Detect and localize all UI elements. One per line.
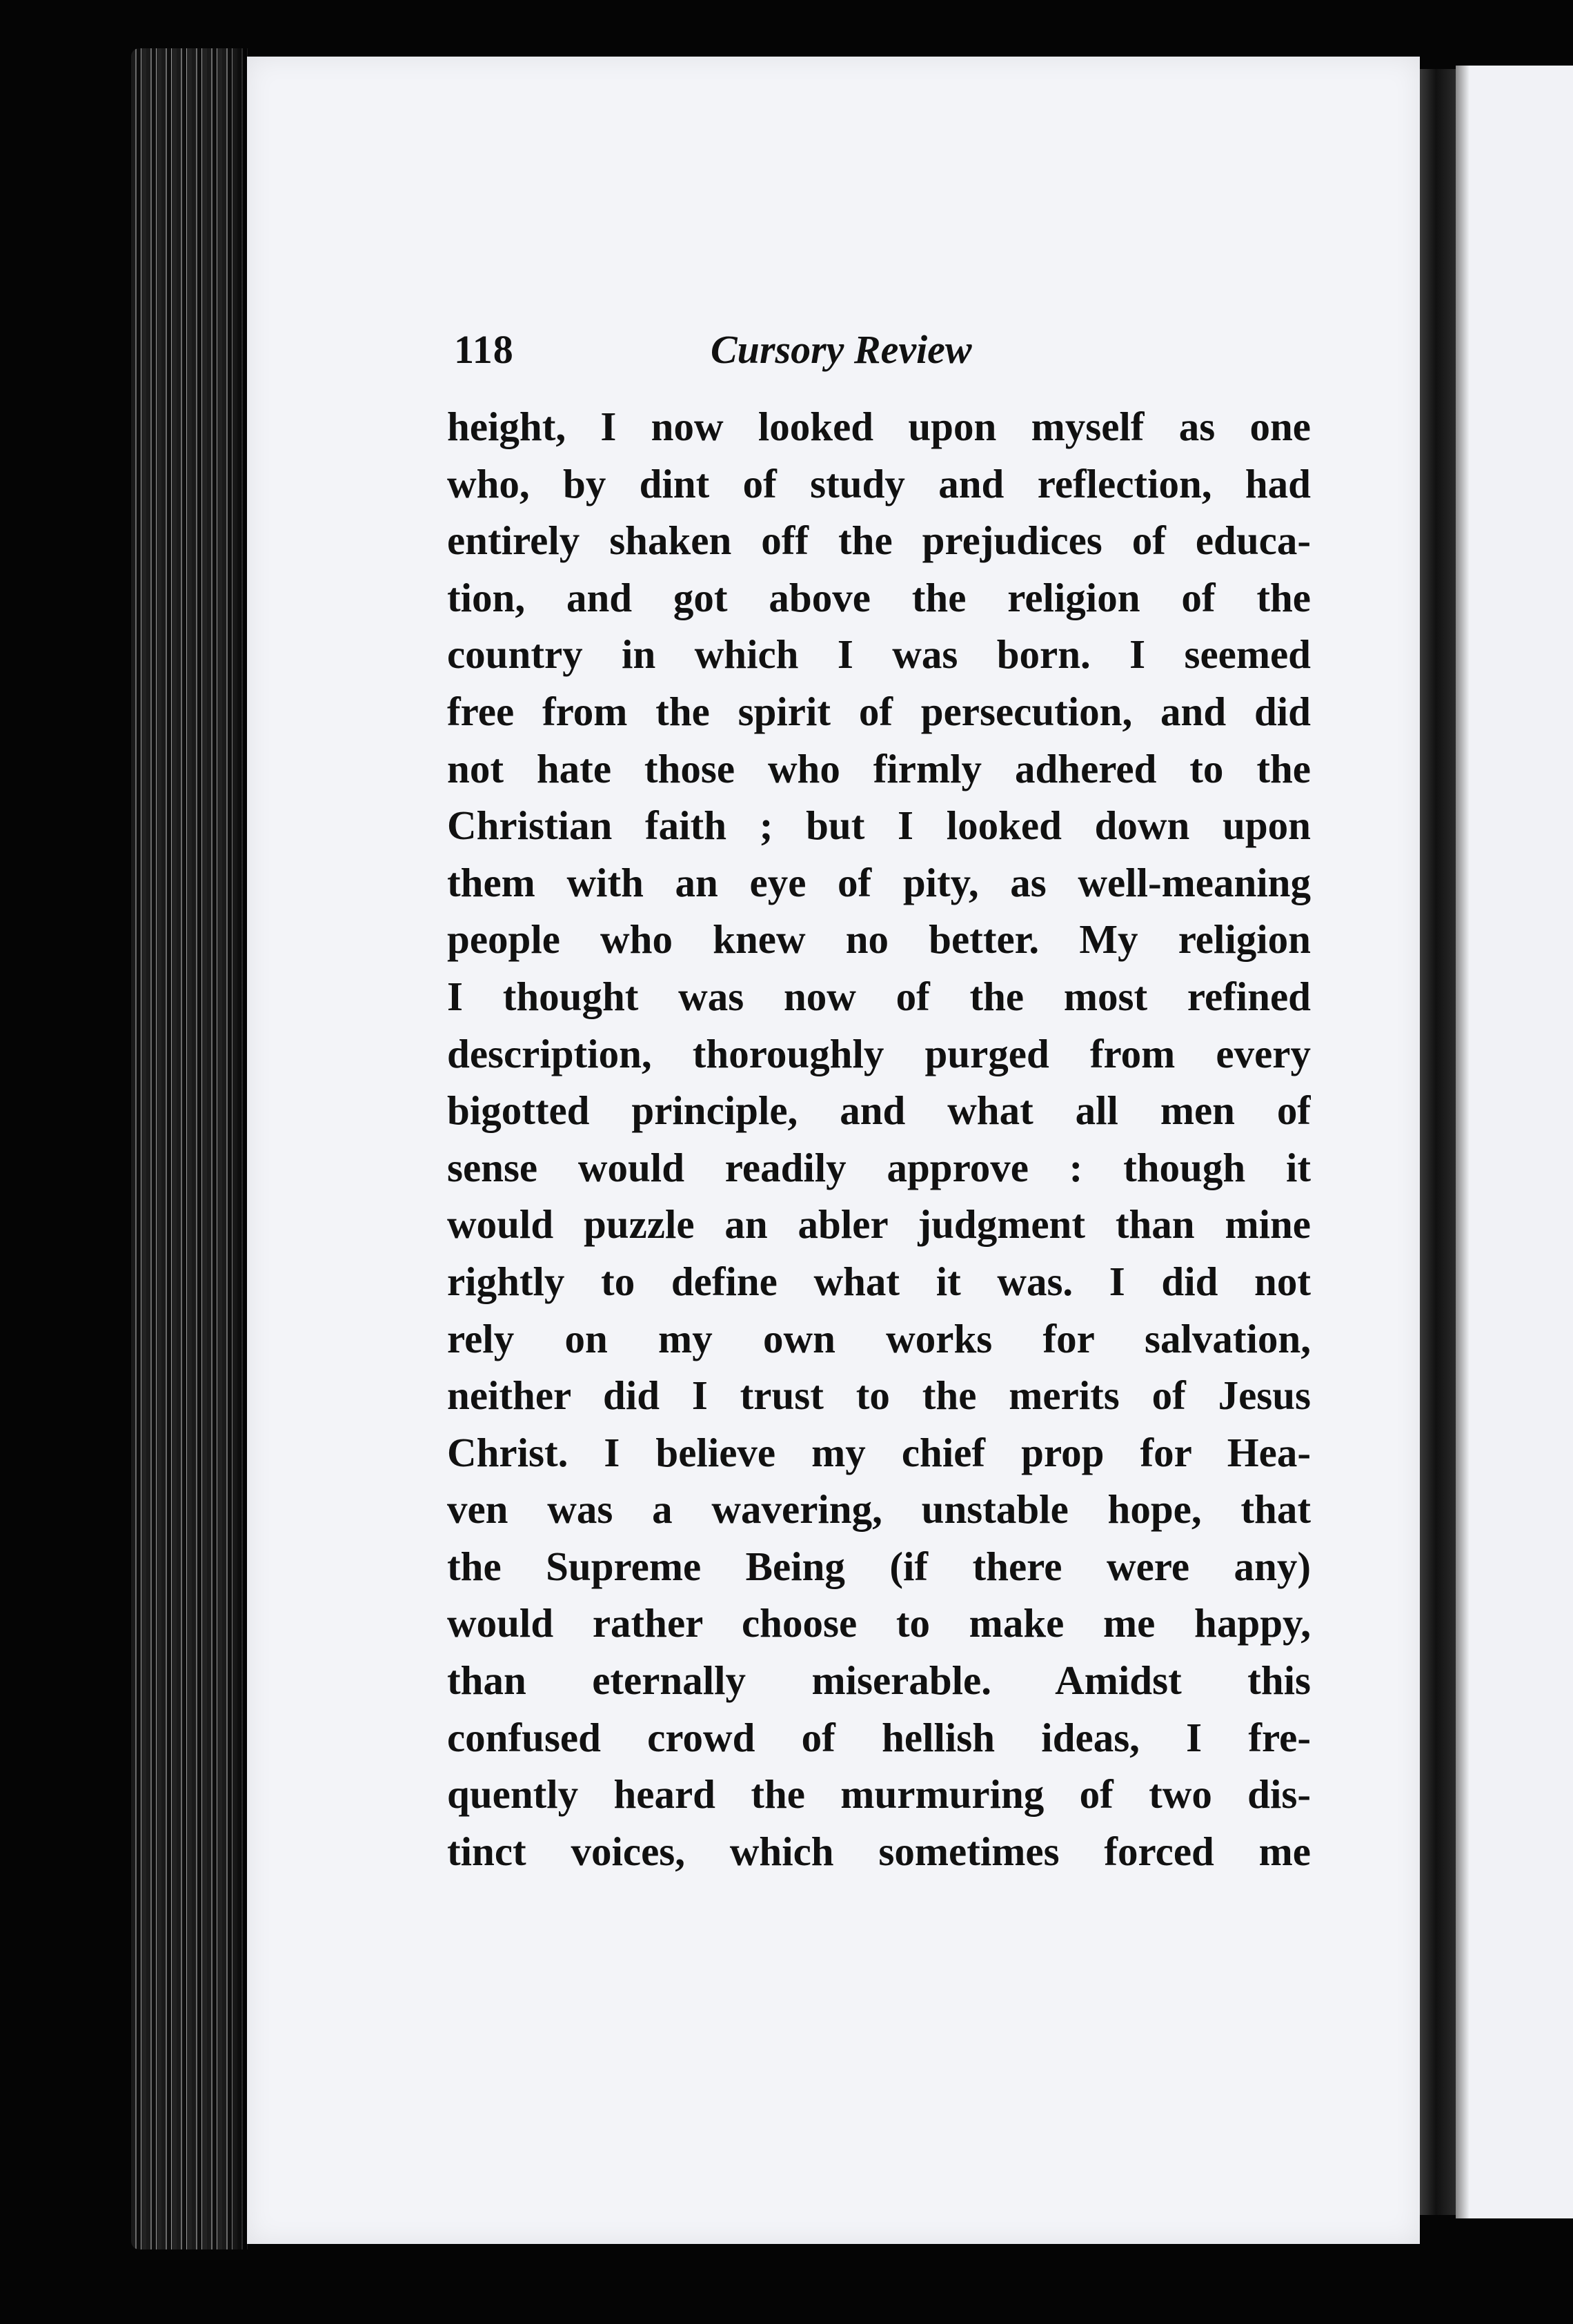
page-number: 118: [454, 327, 514, 372]
text-line: country in which I was born. I seemed: [447, 631, 1311, 678]
text-line: ven was a wavering, unstable hope, that: [447, 1486, 1311, 1533]
text-line: height, I now looked upon myself as one: [447, 404, 1311, 449]
text-line: quently heard the murmuring of two dis-: [447, 1771, 1311, 1818]
text-line: Christ. I believe my chief prop for Hea-: [447, 1429, 1311, 1475]
text-line: free from the spirit of persecution, and did: [447, 688, 1311, 734]
text-line: tinct voices, which sometimes forced me: [447, 1828, 1311, 1874]
text-line: Christian faith ; but I looked down upon: [447, 802, 1311, 849]
text-line: neither did I trust to the merits of Jesus: [447, 1372, 1311, 1419]
text-line: people who knew no better. My religion: [447, 916, 1311, 963]
text-line: rightly to define what it was. I did not: [447, 1258, 1311, 1304]
body-text: [447, 398, 1311, 1880]
text-line: them with an eye of pity, as well-meaning: [447, 859, 1311, 905]
text-line: I thought was now of the most refined: [447, 973, 1311, 1019]
text-line: sense would readily approve : though it: [447, 1144, 1311, 1190]
text-line: bigotted principle, and what all men of: [447, 1087, 1311, 1134]
facing-page-edge: [1456, 66, 1573, 2218]
text-line: who, by dint of study and reflection, had: [447, 460, 1311, 506]
text-line: description, thoroughly purged from every: [447, 1030, 1311, 1076]
text-line: rely on my own works for salvation,: [447, 1315, 1311, 1361]
text-line: than eternally miserable. Amidst this: [447, 1657, 1311, 1704]
text-line: would rather choose to make me happy,: [447, 1600, 1311, 1646]
text-line: the Supreme Being (if there were any): [447, 1543, 1311, 1589]
text-line: not hate those who firmly adhered to the: [447, 745, 1311, 791]
text-line: confused crowd of hellish ideas, I fre-: [447, 1714, 1311, 1760]
book-page: [247, 57, 1420, 2244]
running-head-title: Cursory Review: [711, 327, 972, 372]
text-line: entirely shaken off the prejudices of educa-: [447, 518, 1311, 564]
book-gutter: [1420, 69, 1456, 2215]
page-edge-shadow: [232, 48, 248, 2249]
text-line: would puzzle an abler judgment than mine: [447, 1201, 1311, 1248]
running-head: [454, 312, 1309, 388]
book-page-edges: [131, 48, 248, 2249]
text-line: tion, and got above the religion of the: [447, 574, 1311, 620]
facing-page-shadow: [1456, 66, 1470, 2218]
